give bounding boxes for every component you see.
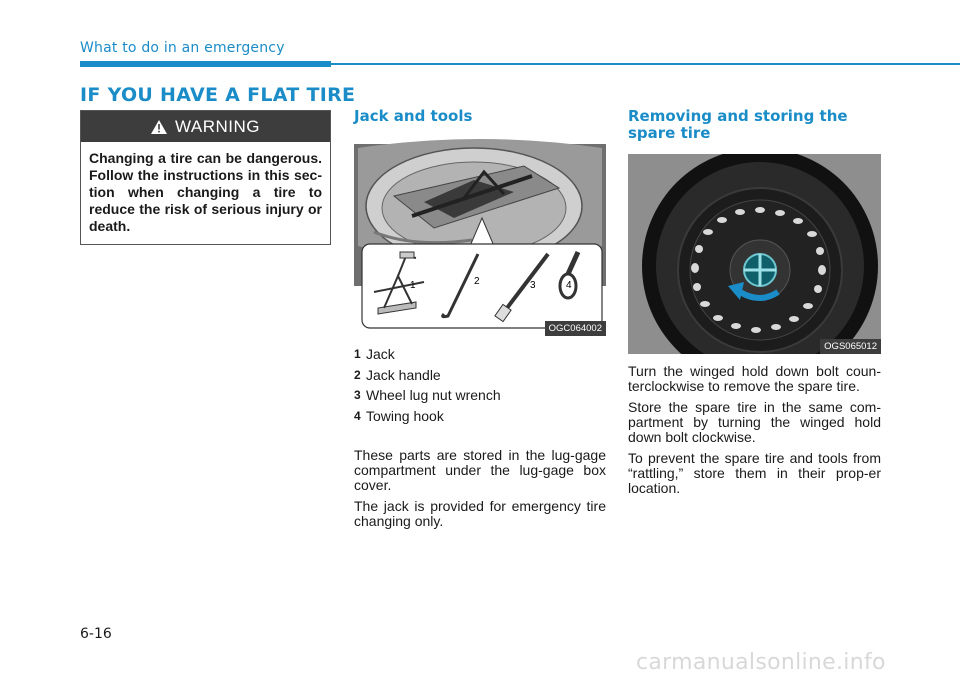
spare-tire-body [628,364,881,502]
tool-list [354,344,606,426]
callout-2: 2 [474,276,480,287]
warning-triangle-icon [151,120,167,134]
item-number: 1 [354,347,361,361]
list-item [354,385,606,406]
callout-4: 4 [566,280,572,291]
callout-1: 1 [410,280,416,291]
spare-tire-illustration [628,154,881,354]
spare-tire-figure [628,154,881,354]
item-number: 2 [354,367,361,382]
paragraph: These parts are stored in the lug-gage compartment under the lug-gage box cover. [354,447,606,493]
warning-box [80,110,331,245]
figure-code-label: OGS065012 [820,339,881,354]
callout-3: 3 [530,280,536,291]
figure-code-label: OGC064002 [545,321,606,336]
header-rule-thick [80,61,331,67]
item-label: Jack handle [366,366,441,383]
warning-text: Changing a tire can be dangerous. Follow the instructions in this sec-tion when changing a tire to reduce the risk of serious injury or death. [89,150,322,234]
paragraph: To prevent the spare tire and tools from “rattling,” store them in their prop-er location. [628,450,881,496]
header-rule-thin [331,63,960,65]
warning-label: WARNING [174,116,261,136]
list-item [354,344,606,365]
spare-tire-heading: Removing and storing the spare tire [628,107,848,142]
paragraph: Store the spare tire in the same com-partment by turning the winged hold down bolt clockwise. [628,399,881,445]
item-label: Towing hook [366,407,444,424]
paragraph: The jack is provided for emergency tire changing only. [354,498,606,529]
jack-tools-illustration [354,136,606,336]
page-heading: IF YOU HAVE A FLAT TIRE [80,84,356,106]
jack-tools-body [354,448,606,535]
jack-tools-heading: Jack and tools [354,107,473,125]
jack-tools-figure [354,136,606,336]
list-item [354,406,606,427]
paragraph: Turn the winged hold down bolt coun-terclockwise to remove the spare tire. [628,363,881,394]
item-number: 3 [354,388,361,402]
item-label: Jack [366,346,395,362]
list-item [354,365,606,386]
page-number: 6-16 [80,626,112,642]
warning-header [81,111,330,142]
watermark: carmanualsonline.info [636,650,886,675]
section-title: What to do in an emergency [80,40,285,56]
item-number: 4 [354,408,361,423]
item-label: Wheel lug nut wrench [366,387,501,403]
